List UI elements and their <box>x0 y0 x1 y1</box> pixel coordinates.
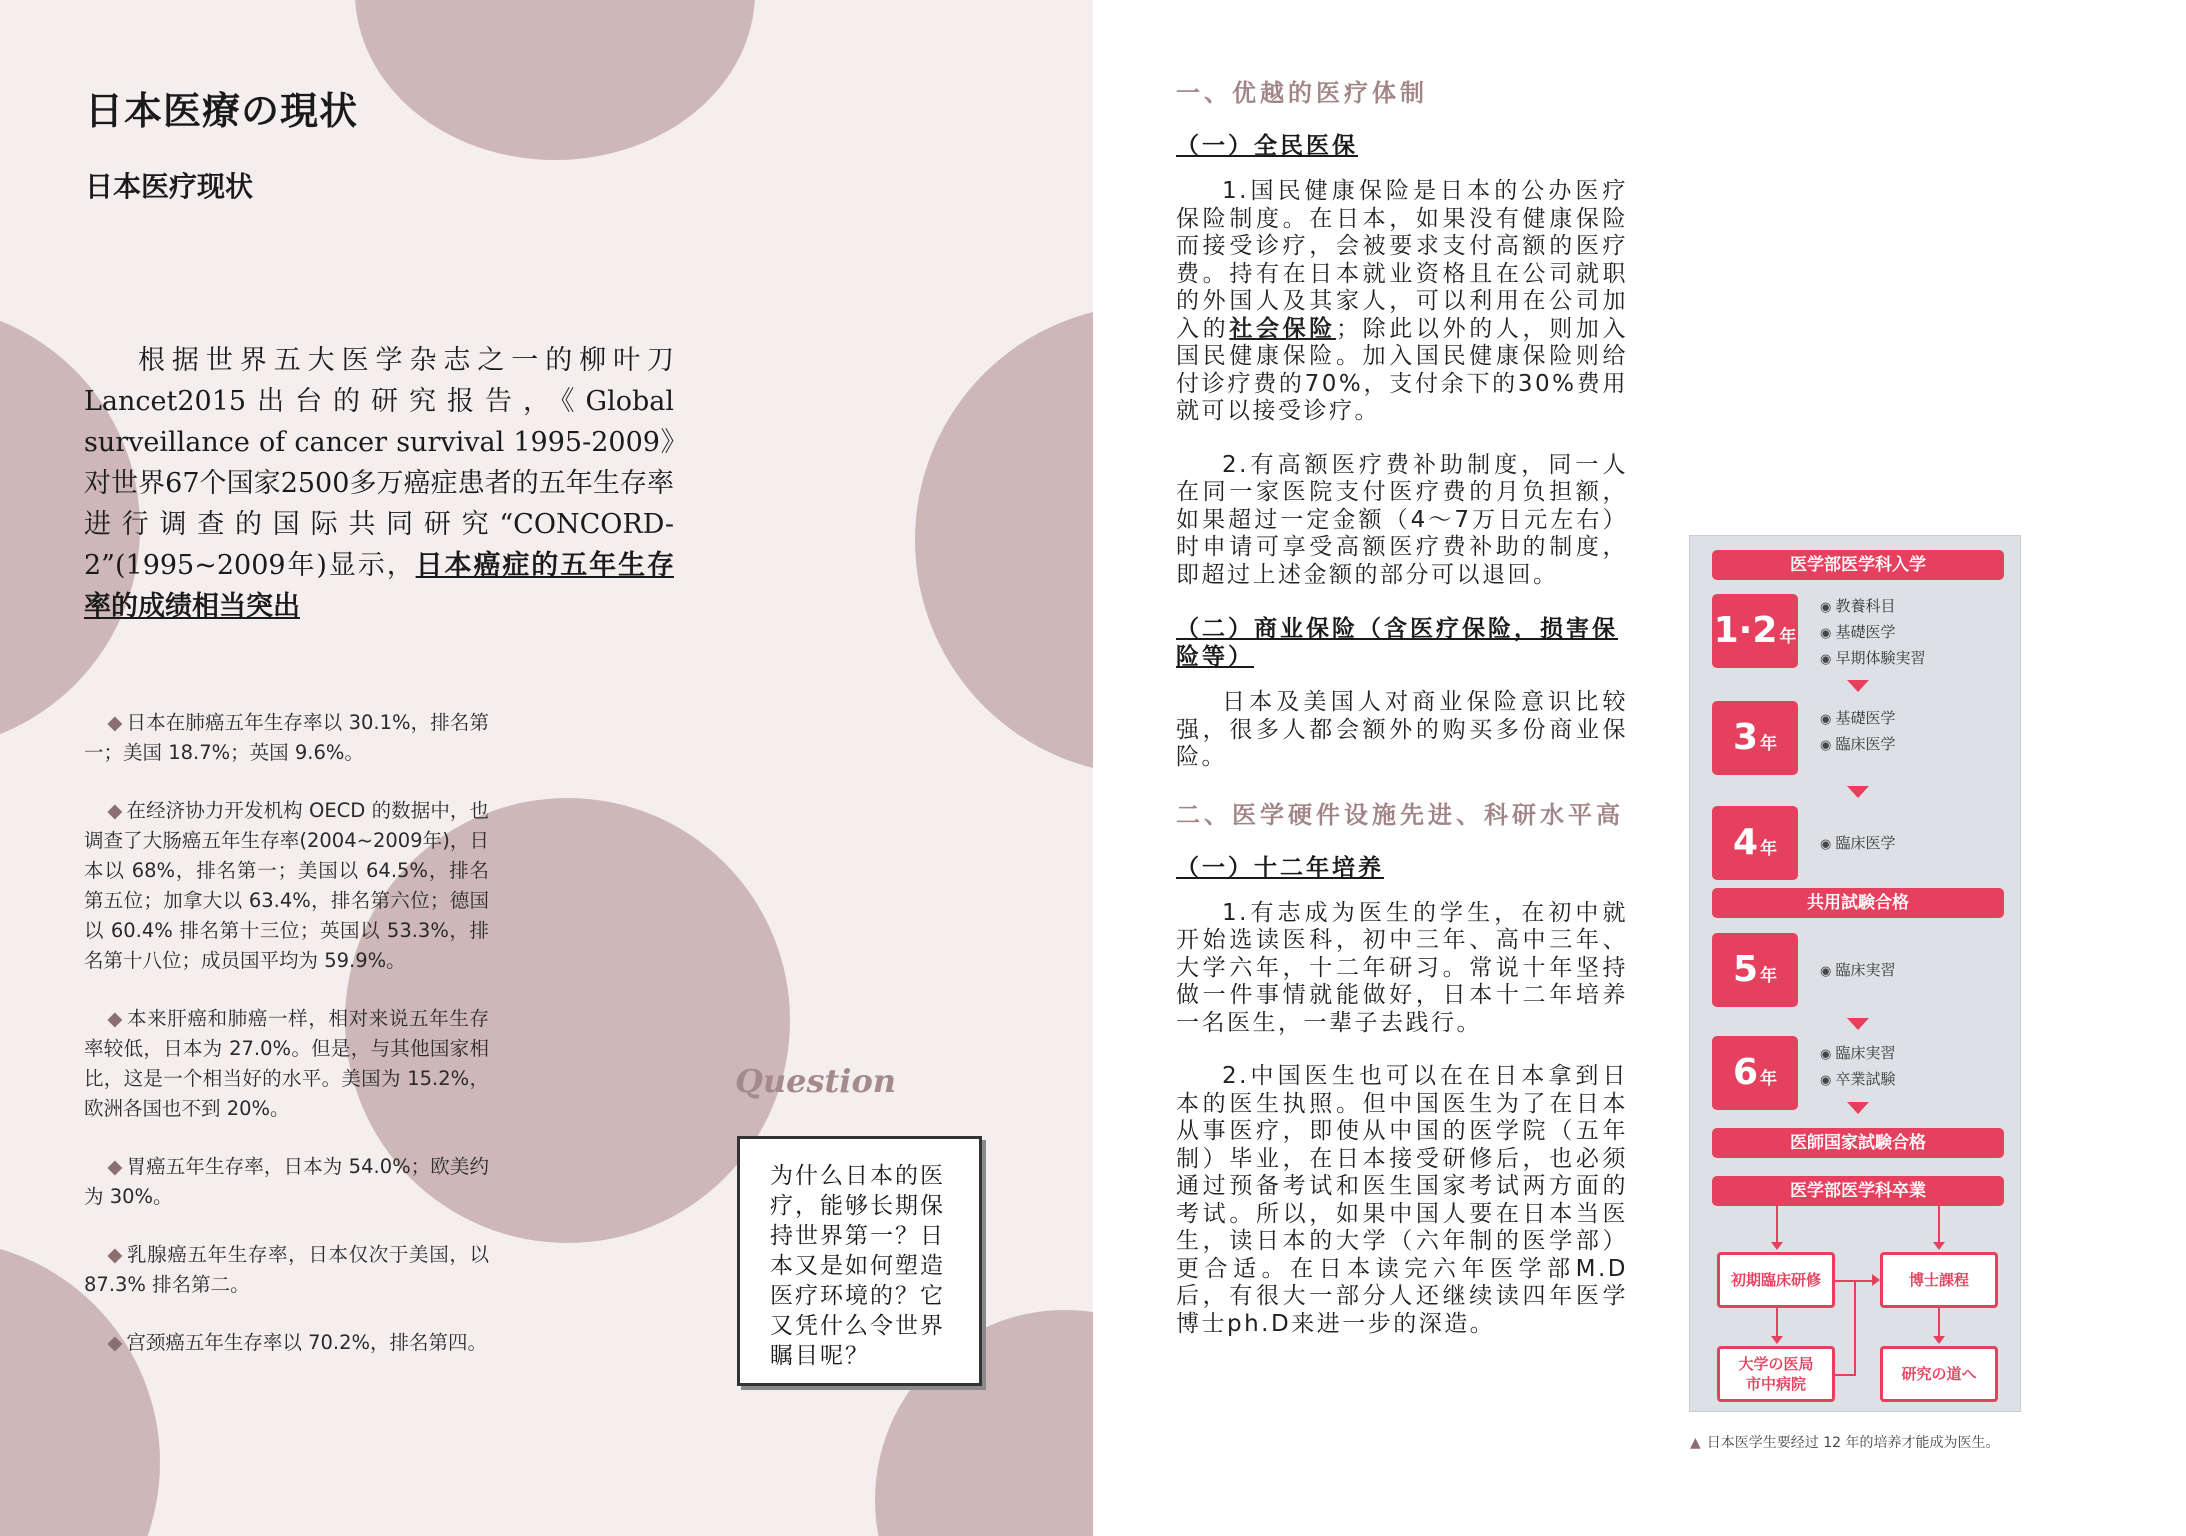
stage-year-box: 3 年 <box>1712 701 1798 775</box>
subsection-heading-insurance: （一）全民医保 <box>1176 133 1358 159</box>
down-arrow-icon <box>1771 1336 1783 1344</box>
section-heading-1: 一、优越的医疗体制 <box>1176 79 1428 107</box>
diagram-caption: ▲ 日本医学生要经过 12 年的培养才能成为医生。 <box>1690 1435 2000 1451</box>
university-hospital-box: 大学の医局 市中病院 <box>1717 1346 1835 1402</box>
shared-exam-bar: 共用試験合格 <box>1712 888 2004 918</box>
stage-year-box: 6 年 <box>1712 1036 1798 1110</box>
connector-line <box>1938 1206 1940 1244</box>
stage-items: ◉ 基礎医学 ◉ 臨床医学 <box>1820 706 1896 758</box>
connector-line <box>1854 1280 1874 1282</box>
stage-items: ◉ 臨床実習 ◉ 卒業試験 <box>1820 1041 1896 1093</box>
fact-item: ◆ 日本在肺癌五年生存率以 30.1%，排名第一；美国 18.7%；英国 9.6%。 <box>84 711 489 764</box>
stage-items: ◉ 臨床実習 <box>1820 958 1896 984</box>
connector-line <box>1776 1206 1778 1244</box>
connector-line <box>1835 1374 1855 1376</box>
down-arrow-icon <box>1847 680 1869 692</box>
page-title-jp: 日本医療の現状 <box>85 89 359 133</box>
subsection-heading-training: （一）十二年培养 <box>1176 854 1384 881</box>
connector-line <box>1835 1280 1837 1282</box>
graduation-bar: 医学部医学科卒業 <box>1712 1176 2004 1206</box>
intro-emphasis: 日本癌症的五年生存率的成绩相当突出 <box>84 550 674 622</box>
question-label: Question <box>735 1062 897 1100</box>
right-page <box>1093 0 2186 1536</box>
diamond-bullet-icon: ◆ <box>107 1243 124 1266</box>
subsection-heading-commercial: （二）商业保险（含医疗保险，损害保险等） <box>1176 616 1618 670</box>
fact-item: ◆ 宫颈癌五年生存率以 70.2%，排名第四。 <box>107 1331 488 1354</box>
research-path-box: 研究の道へ <box>1880 1346 1998 1402</box>
doctoral-course-box: 博士課程 <box>1880 1252 1998 1308</box>
intro-paragraph <box>84 340 674 627</box>
paragraph-national-insurance: 1.国民健康保险是日本的公办医疗保险制度。在日本，如果没有健康保险而接受诊疗，会被要求支付高额的医疗费。持有在日本就业资格且在公司就职的外国人及其家人，可以利用在公司加入的社会保险；除此以外的人，则加入国民健康保险。加入国民健康保险则给付诊疗费的70%，支付余下的30%费用就可以接受诊疗。 <box>1176 178 1628 424</box>
down-arrow-icon <box>1771 1242 1783 1250</box>
down-arrow-icon <box>1847 1102 1869 1114</box>
diamond-bullet-icon: ◆ <box>107 799 123 822</box>
intro-text: 根据世界五大医学杂志之一的柳叶刀Lancet2015出台的研究报告，《Global surveillance of cancer survival 1995-2009》对世界67个国家2500多万癌症患者的五年生存率进行调查的国际共同研究“CONCORD-2”(1995~2009年)显示， <box>84 345 674 581</box>
entry-bar: 医学部医学科入学 <box>1712 550 2004 580</box>
medical-education-flow-diagram <box>1689 535 2021 1412</box>
paragraph-high-cost-subsidy: 2.有高额医疗费补助制度，同一人在同一家医院支付医疗费的月负担额，如果超过一定金额（4～7万日元左右）时申请可享受高额医疗费补助的制度，即超过上述金额的部分可以退回。 <box>1176 451 1628 588</box>
fact-item: ◆ 本来肝癌和肺癌一样，相对来说五年生存率较低，日本为 27.0%。但是，与其他国家相比，这是一个相当好的水平。美国为 15.2%，欧洲各国也不到 20%。 <box>84 1007 489 1120</box>
stage-year-box: 4 年 <box>1712 806 1798 880</box>
stage-year-box: 5 年 <box>1712 933 1798 1007</box>
diamond-bullet-icon: ◆ <box>107 711 123 734</box>
diamond-bullet-icon: ◆ <box>107 1007 124 1030</box>
down-arrow-icon <box>1933 1336 1945 1344</box>
triangle-marker-icon: ▲ <box>1690 1435 1701 1451</box>
stage-year-box: 1·2 年 <box>1712 594 1798 668</box>
decorative-circle <box>355 0 755 160</box>
stage-items: ◉ 教養科目 ◉ 基礎医学 ◉ 早期体験実習 <box>1820 594 1926 672</box>
page-title-cn: 日本医疗现状 <box>85 170 254 203</box>
paragraph-chinese-doctors: 2.中国医生也可以在在日本拿到日本的医生执照。但中国医生为了在日本从事医疗，即使从中国的医学院（五年制）毕业，在日本接受研修后，也必须通过预备考试和医生国家考试两方面的考试。所以，如果中国人要在日本当医生，读日本的大学（六年制的医学部）更合适。在日本读完六年医学部M.D后，有很大一部分人还继续读四年医学博士ph.D来进一步的深造。 <box>1176 1063 1628 1337</box>
diamond-bullet-icon: ◆ <box>107 1331 123 1354</box>
section-heading-2: 二、医学硬件设施先进、科研水平高 <box>1176 800 1624 829</box>
down-arrow-icon <box>1847 1018 1869 1030</box>
fact-item: ◆ 乳腺癌五年生存率，日本仅次于美国，以 87.3% 排名第二。 <box>84 1243 489 1296</box>
connector-line <box>1776 1308 1778 1338</box>
question-box: 为什么日本的医疗，能够长期保持世界第一？日本又是如何塑造医疗环境的？它又凭什么令世界瞩目呢？ <box>737 1136 982 1386</box>
fact-item: ◆ 胃癌五年生存率，日本为 54.0%；欧美约为 30%。 <box>84 1155 489 1208</box>
decorative-circle <box>915 305 1093 775</box>
article-column <box>1176 76 1628 1364</box>
connector-line <box>1835 1280 1855 1282</box>
stage-items: ◉ 臨床医学 <box>1820 831 1896 857</box>
down-arrow-icon <box>1933 1242 1945 1250</box>
fact-item: ◆ 在经济协力开发机构 OECD 的数据中，也调查了大肠癌五年生存率(2004~2009年)，日本以 68%，排名第一；美国以 64.5%，排名第五位；加拿大以 63.4%，排名第六位；德国以 60.4% 排名第十三位；英国以 53.3%，排名第十八位；成员国平均为 59.9%。 <box>84 799 490 972</box>
fact-list <box>84 708 489 1386</box>
social-insurance-link-text: 社会保险 <box>1229 315 1336 342</box>
paragraph-commercial-insurance: 日本及美国人对商业保险意识比较强，很多人都会额外的购买多份商业保险。 <box>1176 689 1628 770</box>
paragraph-twelve-years: 1.有志成为医生的学生，在初中就开始选读医科，初中三年、高中三年、大学六年，十二年研习。常说十年坚持做一件事情就能做好，日本十二年培养一名医生，一辈子去践行。 <box>1176 899 1628 1036</box>
diamond-bullet-icon: ◆ <box>107 1155 123 1178</box>
initial-clinical-training-box: 初期臨床研修 <box>1717 1252 1835 1308</box>
connector-line <box>1938 1308 1940 1338</box>
down-arrow-icon <box>1847 786 1869 798</box>
connector-line <box>1854 1280 1856 1376</box>
national-exam-bar: 医師国家試験合格 <box>1712 1128 2004 1158</box>
